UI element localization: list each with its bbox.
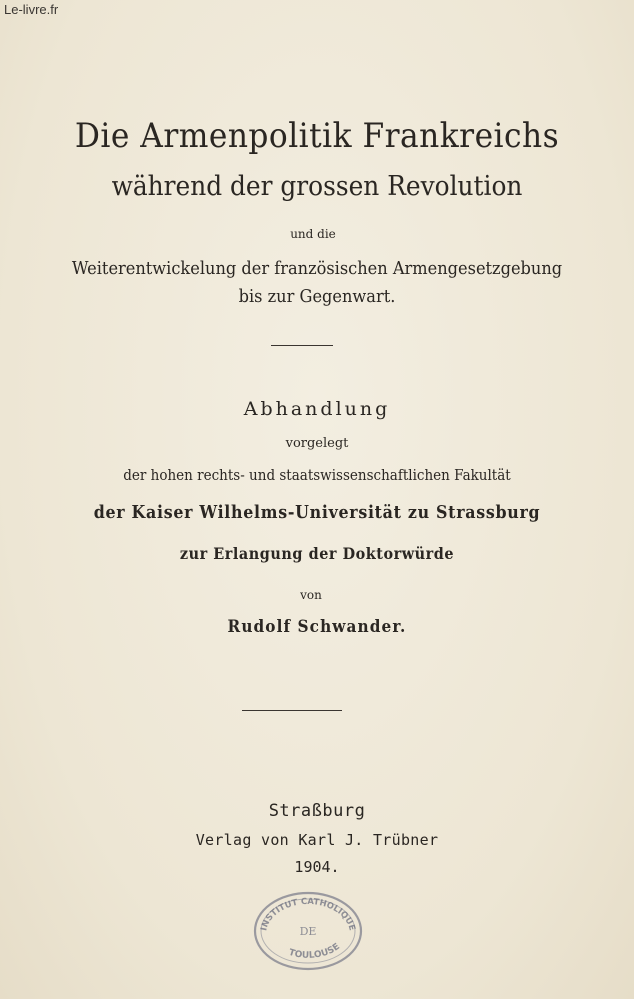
subtitle-connector: und die bbox=[290, 227, 336, 241]
book-title-line-2: während der grossen Revolution bbox=[111, 171, 523, 202]
degree-purpose-line: zur Erlangung der Doktorwürde bbox=[179, 544, 455, 563]
subtitle-line-1: Weiterentwickelung der französischen Armengesetzgebung bbox=[71, 258, 563, 279]
book-title-line-1: Die Armenpolitik Frankreichs bbox=[74, 116, 560, 156]
presented-label: vorgelegt bbox=[285, 436, 349, 451]
by-label: von bbox=[300, 588, 322, 602]
library-stamp-icon bbox=[252, 890, 364, 972]
divider-rule-top bbox=[271, 345, 333, 346]
stamp-top-text: INSTITUT CATHOLIQUE bbox=[259, 896, 357, 932]
faculty-line: der hohen rechts- und staatswissenschaftlichen Fakultät bbox=[123, 466, 511, 484]
author-name: Rudolf Schwander. bbox=[227, 617, 407, 637]
divider-rule-bottom bbox=[242, 710, 342, 711]
imprint-year: 1904. bbox=[294, 858, 340, 876]
imprint-city: Straßburg bbox=[268, 801, 366, 821]
stamp-bottom-text: TOULOUSE bbox=[287, 941, 342, 961]
imprint-publisher: Verlag von Karl J. Trübner bbox=[195, 831, 439, 849]
watermark-label: Le-livre.fr bbox=[4, 2, 59, 17]
university-line: der Kaiser Wilhelms-Universität zu Strassburg bbox=[93, 502, 541, 523]
dissertation-heading: Abhandlung bbox=[243, 398, 391, 420]
subtitle-line-2: bis zur Gegenwart. bbox=[238, 286, 396, 307]
stamp-middle-text: DE bbox=[299, 925, 317, 938]
